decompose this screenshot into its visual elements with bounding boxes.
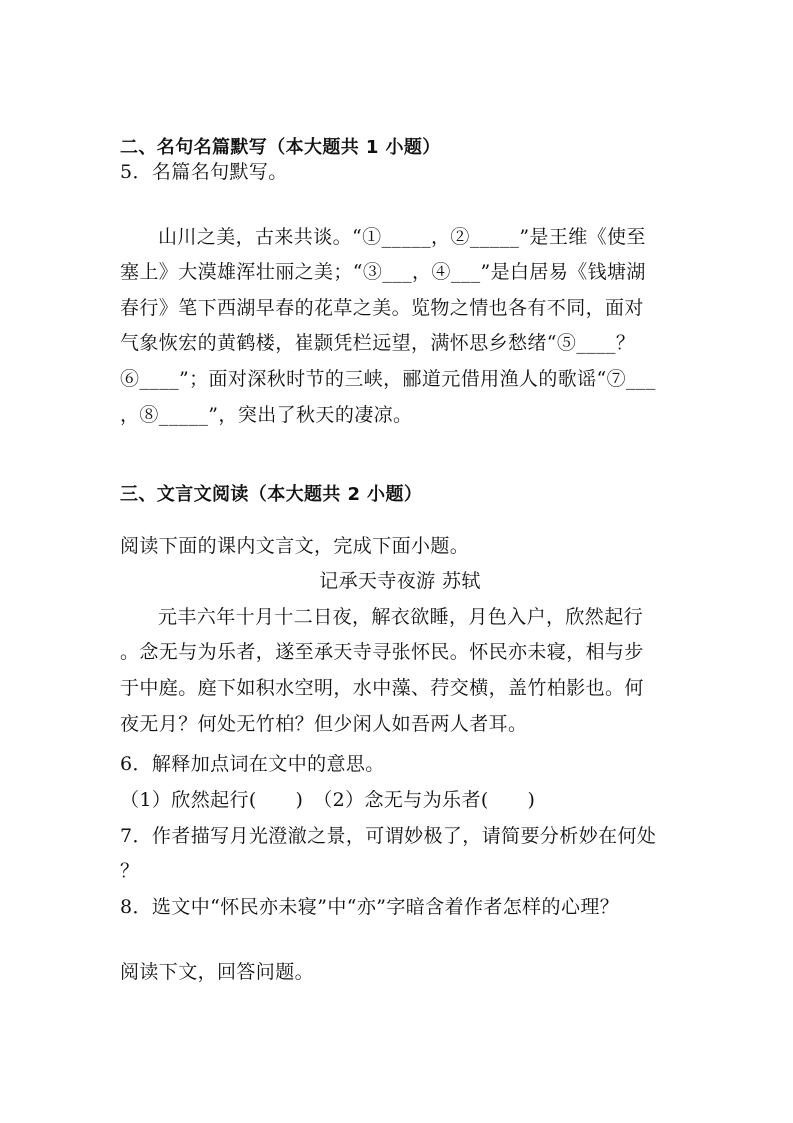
passage-title: 记承天寺夜游 苏轼 (319, 570, 481, 592)
passage-line: 于中庭。庭下如积水空明，水中藻、荇交横，盖竹柏影也。何 (120, 677, 644, 699)
passage-line: 夜无月？何处无竹柏？但少闲人如吾两人者耳。 (120, 713, 528, 735)
section3-intro: 阅读下面的课内文言文，完成下面小题。 (120, 535, 470, 557)
q5-line: 山川之美，古来共谈。“①_____，②_____”是王维《使至 (158, 226, 646, 248)
q6-stem: 6．解释加点词在文中的意思。 (120, 753, 385, 775)
passage-line: 。念无与为乐者，遂至承天寺寻张怀民。怀民亦未寝，相与步 (120, 641, 644, 663)
q5-line: 气象恢宏的黄鹤楼，崔颢凭栏远望，满怀思乡愁绪“⑤____？ (120, 332, 636, 354)
q8-question: 8．选文中“怀民亦未寝”中“亦”字暗含着作者怎样的心理？ (120, 896, 620, 918)
section2-heading: 二、名句名篇默写（本大题共 1 小题） (120, 137, 441, 158)
q5-line: 塞上》大漠雄浑壮丽之美；“③___，④___”是白居易《钱塘湖 (120, 261, 646, 283)
passage-line: 元丰六年十月十二日夜，解衣欲睡，月色入户，欣然起行 (158, 606, 644, 628)
q5-line: ⑥____”；面对深秋时节的三峡，郦道元借用渔人的歌谣“⑦___ (120, 368, 656, 390)
q5-stem: 5．名篇名句默写。 (120, 161, 288, 183)
section3-heading: 三、文言文阅读（本大题共 2 小题） (120, 484, 423, 505)
q6-items: （1）欣然起行( ) （2）念无与为乐者( ) (120, 789, 536, 811)
q7-line: ？ (120, 860, 140, 882)
q5-line: 春行》笔下西湖早春的花草之美。览物之情也各有不同，面对 (120, 297, 644, 319)
q7-line: 7．作者描写月光澄澈之景，可谓妙极了，请简要分析妙在何处 (120, 825, 657, 847)
next-intro: 阅读下文，回答问题。 (120, 961, 315, 983)
q5-line: ，⑧_____”，突出了秋天的凄凉。 (120, 404, 413, 426)
